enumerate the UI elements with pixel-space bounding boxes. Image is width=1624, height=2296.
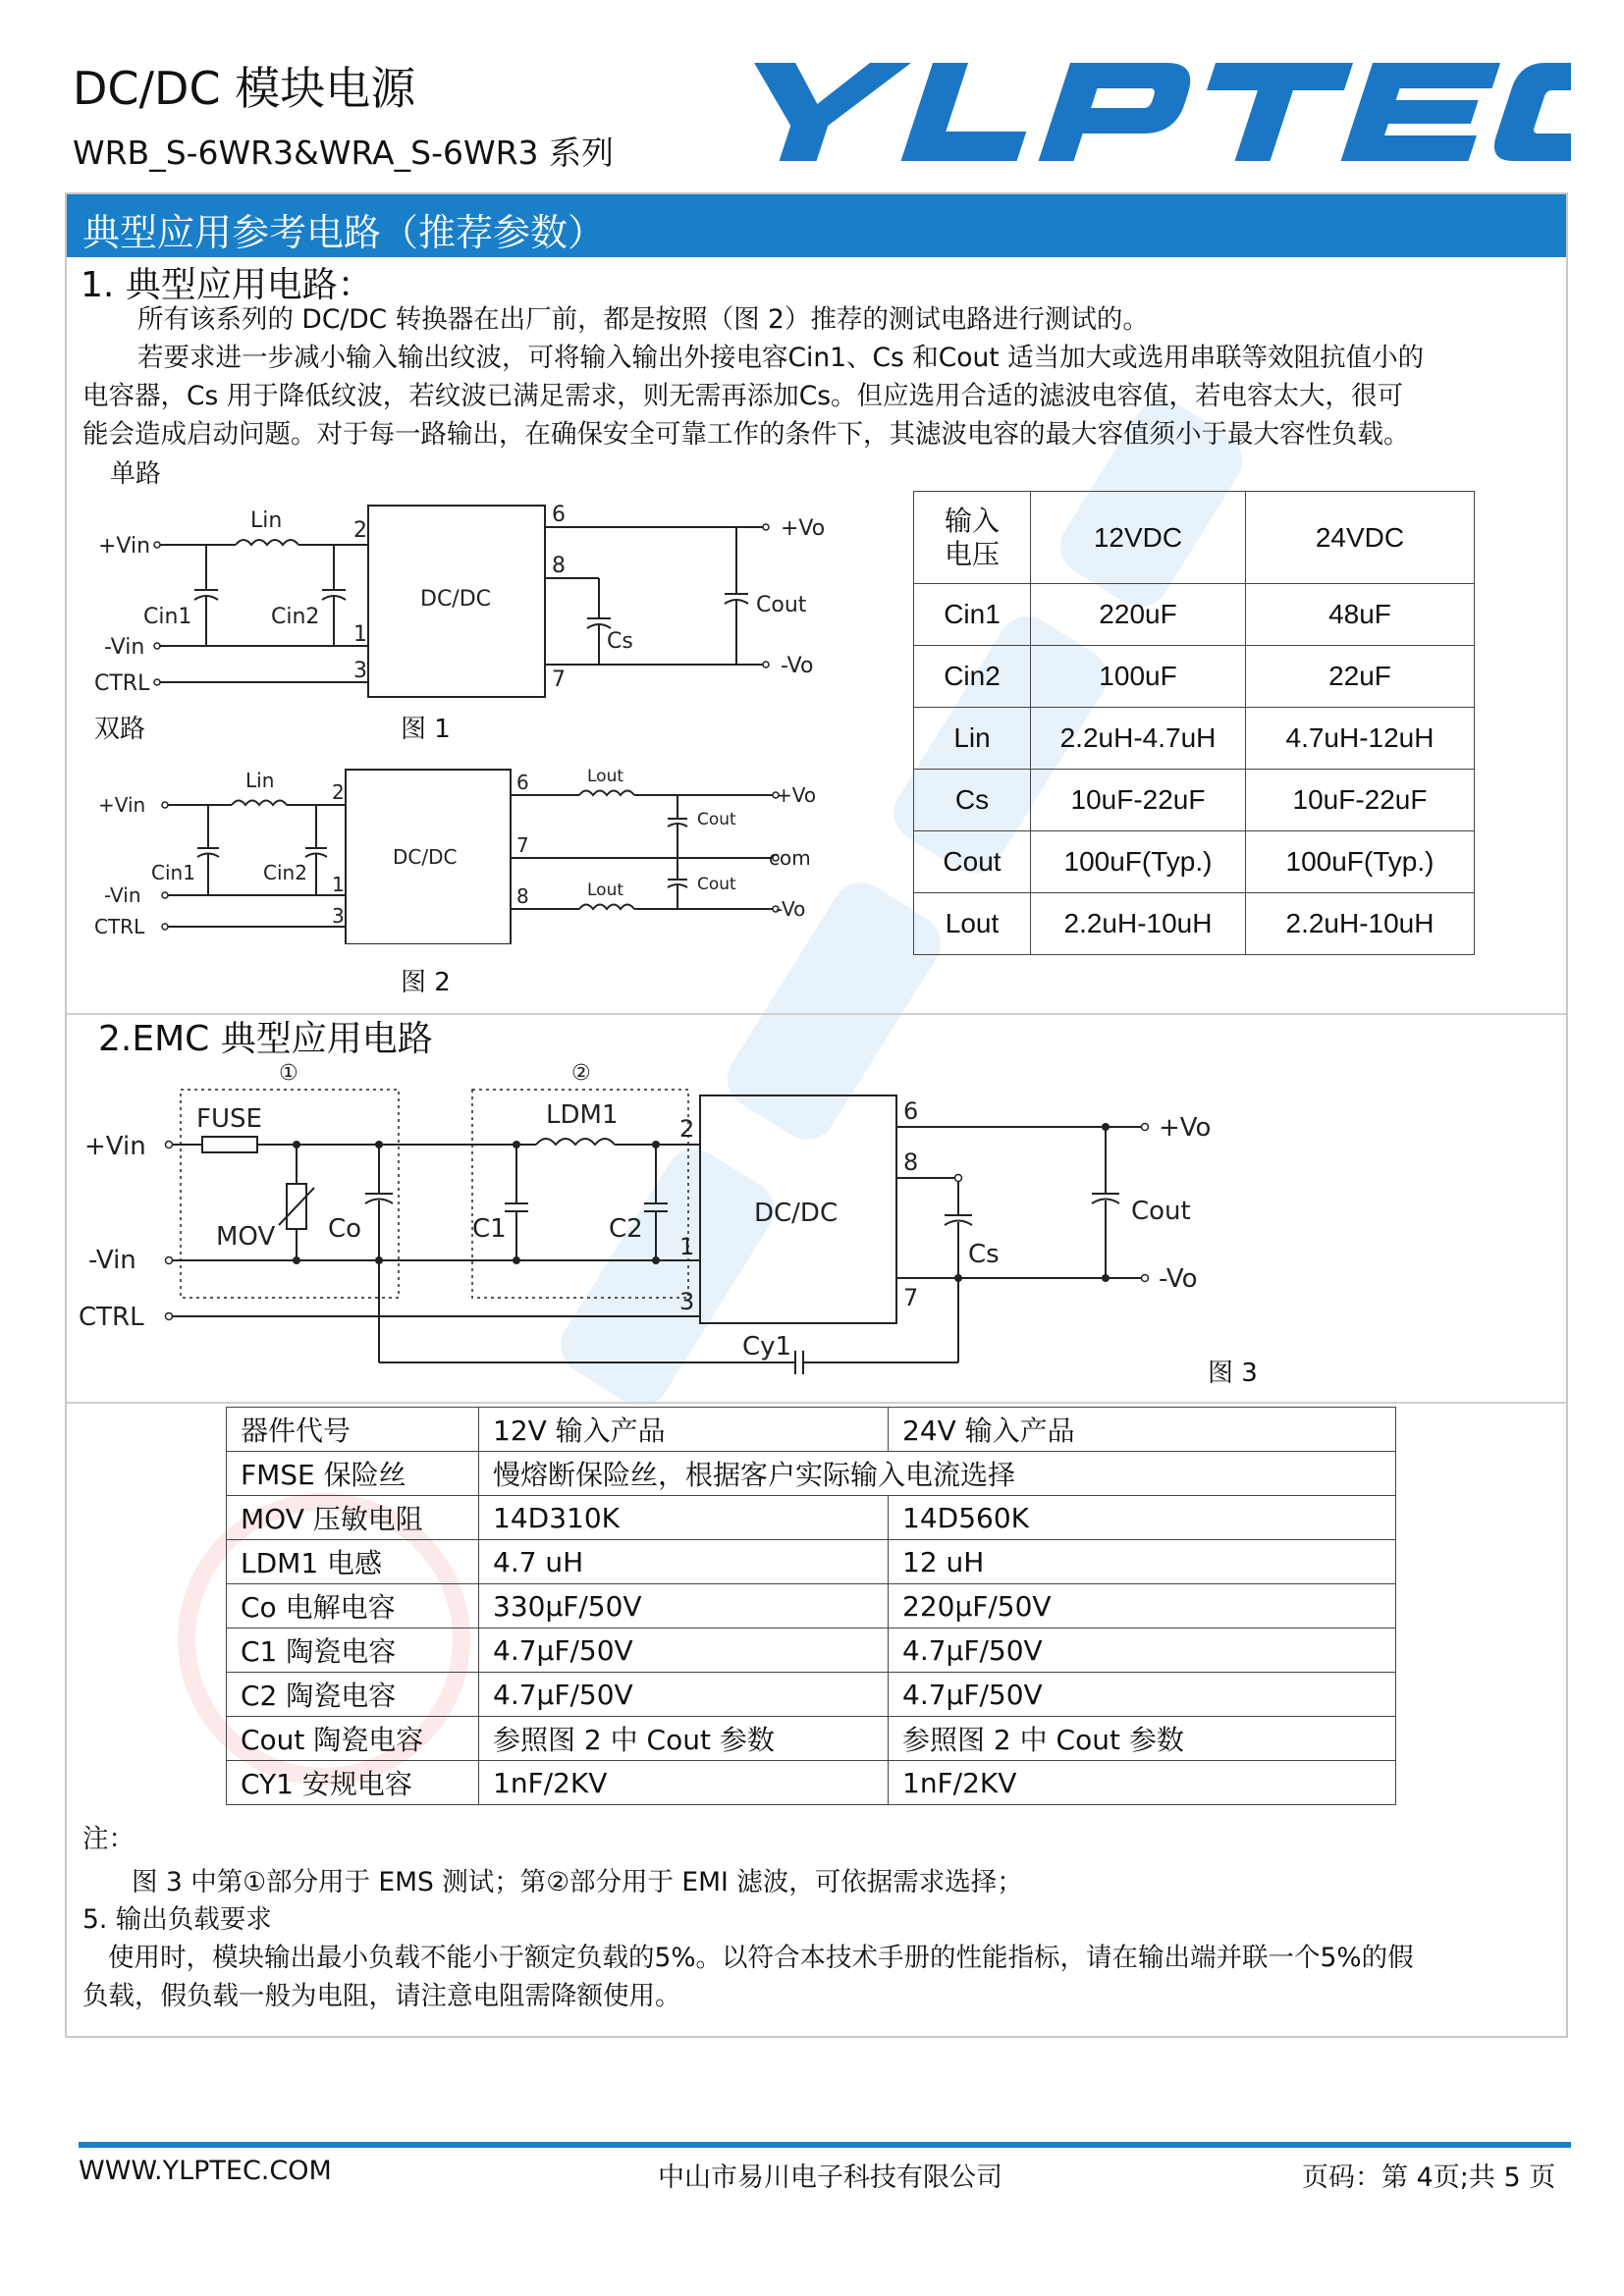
fig3-ldm1: LDM1 xyxy=(546,1100,619,1130)
fig3-c2: C2 xyxy=(609,1214,643,1244)
fig1-vo-pos: +Vo xyxy=(781,516,826,541)
fig2-vin-pos: +Vin xyxy=(98,793,146,817)
table-cell: 10uF-22uF xyxy=(1031,770,1246,831)
document-subtitle: WRB_S-6WR3&WRA_S-6WR3 系列 xyxy=(73,133,615,172)
table-cell: 4.7 uH xyxy=(479,1540,889,1584)
note-5-line-2: 负载，假负载一般为电阻，请注意电阻需降额使用。 xyxy=(82,1981,681,2011)
table-cell: 1nF/2KV xyxy=(889,1761,1396,1805)
table-header-cell: 器件代号 xyxy=(227,1408,479,1452)
fig1-cin1: Cin1 xyxy=(143,605,192,629)
fig1-pin-7: 7 xyxy=(552,667,566,692)
footer-page-number: 页码：第 4页;共 5 页 xyxy=(1302,2163,1556,2193)
fig2-lin: Lin xyxy=(245,769,275,792)
table-cell: C2 陶瓷电容 xyxy=(227,1673,479,1717)
table-row xyxy=(914,584,1475,646)
part1-paragraph-2-line-3: 能会造成启动问题。对于每一路输出，在确保安全可靠工作的条件下，其滤波电容的最大容值须小于最大容性负载。 xyxy=(82,419,1410,450)
figure-1-caption: 图 1 xyxy=(401,715,451,744)
fig3-mark-1: ① xyxy=(279,1061,298,1086)
table-header-cell: 输入 电压 xyxy=(914,492,1031,584)
fig1-module: DC/DC xyxy=(420,587,492,612)
table-cell: 参照图 2 中 Cout 参数 xyxy=(479,1717,889,1761)
table-row xyxy=(914,646,1475,708)
fig3-vo-neg: -Vo xyxy=(1159,1264,1198,1294)
fig1-ctrl: CTRL xyxy=(94,671,150,696)
table-cell: Co 电解电容 xyxy=(227,1584,479,1629)
emc-components-table xyxy=(226,1407,1396,1805)
fig3-module: DC/DC xyxy=(754,1199,839,1228)
table-cell: Lout xyxy=(914,893,1031,955)
table-cell: Lin xyxy=(914,708,1031,770)
fig2-pin-1: 1 xyxy=(332,873,345,896)
table-row xyxy=(227,1540,1396,1584)
table-cell: 2.2uH-10uH xyxy=(1246,893,1475,955)
fig1-pin-2: 2 xyxy=(353,518,367,543)
table-cell: 参照图 2 中 Cout 参数 xyxy=(889,1717,1396,1761)
footer-bar xyxy=(79,2142,1571,2148)
fig2-cin1: Cin1 xyxy=(151,861,195,884)
figure-2-circuit xyxy=(88,758,835,944)
fig1-pin-3: 3 xyxy=(353,659,367,683)
table-header-cell: 12V 输入产品 xyxy=(479,1408,889,1452)
fig2-pin-7: 7 xyxy=(516,833,529,857)
fig3-pin-7: 7 xyxy=(903,1284,919,1311)
part1-paragraph-2-line-1: 若要求进一步减小输入输出纹波，可将输入输出外接电容Cin1、Cs 和Cout 适当加大或选用串联等效阻抗值小的 xyxy=(137,343,1425,373)
table-cell: Cout xyxy=(914,831,1031,893)
table-cell: LDM1 电感 xyxy=(227,1540,479,1584)
fig1-vin-pos: +Vin xyxy=(98,534,151,559)
recommended-parameters-table xyxy=(913,491,1475,955)
part1-heading: 1. 典型应用电路： xyxy=(81,265,373,305)
document-title: DC/DC 模块电源 xyxy=(73,62,416,115)
fig2-module: DC/DC xyxy=(393,845,458,869)
fig2-pin-3: 3 xyxy=(332,904,345,928)
notes-label: 注： xyxy=(82,1824,135,1854)
fig3-vin-neg: -Vin xyxy=(88,1246,136,1275)
fig1-pin-1: 1 xyxy=(353,622,367,647)
table-row xyxy=(227,1496,1396,1540)
table-row xyxy=(227,1408,1396,1452)
fig3-pin-8: 8 xyxy=(903,1148,919,1176)
table-cell: 14D310K xyxy=(479,1496,889,1540)
fig3-pin-6: 6 xyxy=(903,1097,919,1125)
table-header-cell: 24VDC xyxy=(1246,492,1475,584)
table-cell: Cin1 xyxy=(914,584,1031,646)
fig3-mark-2: ② xyxy=(571,1061,591,1086)
table-cell: FMSE 保险丝 xyxy=(227,1452,479,1496)
fig2-pin-6: 6 xyxy=(516,771,529,794)
fig3-cs: Cs xyxy=(968,1240,1000,1269)
table-cell: 100uF xyxy=(1031,646,1246,708)
table-cell: 220uF xyxy=(1031,584,1246,646)
fig2-cin2: Cin2 xyxy=(263,861,307,884)
fig3-vo-pos: +Vo xyxy=(1159,1113,1212,1143)
section-title: 典型应用参考电路（推荐参数） xyxy=(82,211,606,254)
table-row xyxy=(227,1717,1396,1761)
fig3-ctrl: CTRL xyxy=(79,1303,144,1332)
figure-3-emc-circuit xyxy=(75,1056,1282,1390)
fig2-vo-neg: -Vo xyxy=(776,897,806,921)
table-cell: 48uF xyxy=(1246,584,1475,646)
fig2-cout-1: Cout xyxy=(697,810,736,829)
table-cell: 4.7uH-12uH xyxy=(1246,708,1475,770)
fig1-pin-8: 8 xyxy=(552,554,566,578)
figure-2-caption: 图 2 xyxy=(401,968,451,997)
figure-3-caption: 图 3 xyxy=(1208,1359,1258,1388)
table-row xyxy=(227,1629,1396,1673)
table-cell: 4.7µF/50V xyxy=(479,1629,889,1673)
table-row xyxy=(914,893,1475,955)
fig1-cs: Cs xyxy=(607,629,633,654)
table-row xyxy=(227,1452,1396,1496)
table-cell: 100uF(Typ.) xyxy=(1246,831,1475,893)
fig2-vin-neg: -Vin xyxy=(104,883,141,907)
fig1-pin-6: 6 xyxy=(552,503,566,527)
table-header-cell: 12VDC xyxy=(1031,492,1246,584)
fig3-cy1: Cy1 xyxy=(742,1332,792,1362)
table-cell: 12 uH xyxy=(889,1540,1396,1584)
table-cell: 2.2uH-10uH xyxy=(1031,893,1246,955)
fig3-mov: MOV xyxy=(216,1222,276,1252)
table-row xyxy=(914,492,1475,584)
footer-website: WWW.YLPTEC.COM xyxy=(79,2156,332,2186)
fig2-pin-8: 8 xyxy=(516,884,529,908)
fig3-fuse: FUSE xyxy=(196,1104,262,1134)
table-row xyxy=(227,1584,1396,1629)
table-cell: 1nF/2KV xyxy=(479,1761,889,1805)
table-cell: 330µF/50V xyxy=(479,1584,889,1629)
fig3-pin-1: 1 xyxy=(679,1233,695,1260)
section-banner xyxy=(67,194,1566,257)
note-5-title: 5. 输出负载要求 xyxy=(82,1904,272,1935)
table-row xyxy=(914,831,1475,893)
figure-1-circuit xyxy=(88,496,835,712)
fig3-vin-pos: +Vin xyxy=(84,1132,146,1161)
table-cell: Cs xyxy=(914,770,1031,831)
table-cell: 4.7µF/50V xyxy=(889,1673,1396,1717)
footer-company: 中山市易川电子科技有限公司 xyxy=(658,2163,1002,2193)
divider xyxy=(67,1402,1566,1404)
fig3-pin-3: 3 xyxy=(679,1288,695,1315)
table-cell: 100uF(Typ.) xyxy=(1031,831,1246,893)
note-5-line-1: 使用时，模块输出最小负载不能小于额定负载的5%。以符合本技术手册的性能指标，请在输出端并联一个5%的假 xyxy=(108,1943,1414,1973)
dual-output-label: 双路 xyxy=(94,715,146,744)
table-cell: 2.2uH-4.7uH xyxy=(1031,708,1246,770)
part1-paragraph-2-line-2: 电容器，Cs 用于降低纹波，若纹波已满足需求，则无需再添加Cs。但应选用合适的滤波电容值，若电容太大，很可 xyxy=(82,381,1404,411)
fig1-vo-neg: -Vo xyxy=(781,654,814,678)
table-row xyxy=(914,770,1475,831)
table-header-cell: 24V 输入产品 xyxy=(889,1408,1396,1452)
table-cell: 22uF xyxy=(1246,646,1475,708)
fig1-cin2: Cin2 xyxy=(271,605,320,629)
table-cell: C1 陶瓷电容 xyxy=(227,1629,479,1673)
table-row xyxy=(914,708,1475,770)
table-row xyxy=(227,1761,1396,1805)
fig2-ctrl: CTRL xyxy=(94,915,145,938)
fig1-cout: Cout xyxy=(756,593,807,617)
fig1-vin-neg: -Vin xyxy=(104,635,145,660)
fig2-vo-pos: +Vo xyxy=(776,783,817,807)
fig2-com: com xyxy=(769,846,811,870)
table-row xyxy=(227,1673,1396,1717)
fig2-lout-2: Lout xyxy=(587,881,624,900)
part1-paragraph-1: 所有该系列的 DC/DC 转换器在出厂前，都是按照（图 2）推荐的测试电路进行测试的。 xyxy=(137,304,1149,335)
table-cell: 14D560K xyxy=(889,1496,1396,1540)
table-cell: Cin2 xyxy=(914,646,1031,708)
table-cell: 慢熔断保险丝，根据客户实际输入电流选择 xyxy=(479,1452,1396,1496)
table-cell: 4.7µF/50V xyxy=(479,1673,889,1717)
fig2-cout-2: Cout xyxy=(697,875,736,894)
part2-heading: 2.EMC 典型应用电路 xyxy=(98,1019,433,1059)
table-cell: 220µF/50V xyxy=(889,1584,1396,1629)
table-cell: MOV 压敏电阻 xyxy=(227,1496,479,1540)
table-cell: Cout 陶瓷电容 xyxy=(227,1717,479,1761)
table-cell: CY1 安规电容 xyxy=(227,1761,479,1805)
table-cell: 4.7µF/50V xyxy=(889,1629,1396,1673)
single-output-label: 单路 xyxy=(110,459,162,489)
table-cell: 10uF-22uF xyxy=(1246,770,1475,831)
fig2-lout-1: Lout xyxy=(587,767,624,786)
fig1-lin: Lin xyxy=(250,508,283,533)
fig3-cout: Cout xyxy=(1131,1197,1191,1226)
fig3-pin-2: 2 xyxy=(679,1115,695,1143)
fig2-pin-2: 2 xyxy=(332,780,345,804)
fig3-c1: C1 xyxy=(472,1214,507,1244)
note-1: 图 3 中第①部分用于 EMS 测试；第②部分用于 EMI 滤波，可依据需求选择； xyxy=(132,1867,1023,1897)
fig3-co: Co xyxy=(328,1214,362,1244)
